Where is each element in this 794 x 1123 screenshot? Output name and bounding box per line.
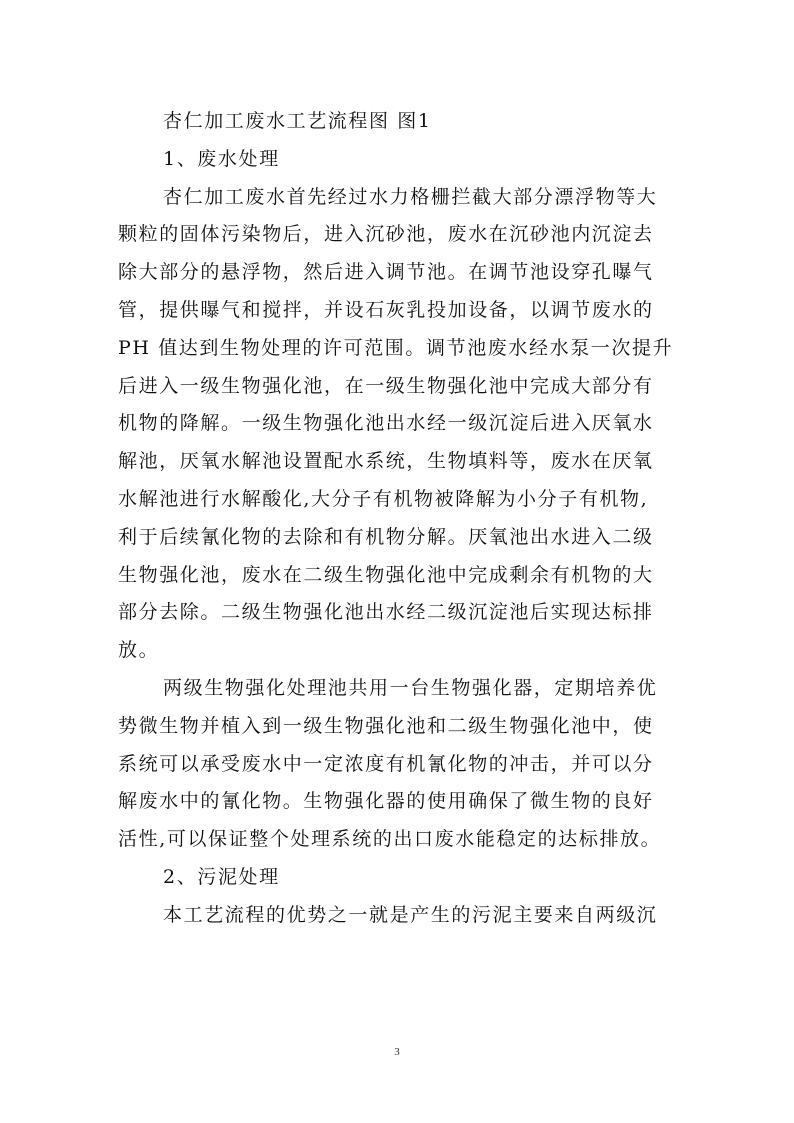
paragraph-sludge-process [118, 897, 678, 935]
paragraph-line: 势微生物并植入到一级生物强化池和二级生物强化池中，使 [118, 714, 654, 737]
section-heading-wastewater: 1、废水处理 [163, 147, 280, 170]
paragraph-line: 解废水中的氰化物。生物强化器的使用确保了微生物的良好 [118, 790, 654, 813]
paragraph-bio-enhancer [118, 670, 678, 859]
page-body [118, 103, 678, 935]
paragraph-line: 管，提供曝气和搅拌，并设石灰乳投加设备，以调节废水的 [118, 298, 654, 321]
paragraph-line: 除大部分的悬浮物，然后进入调节池。在调节池设穿孔曝气 [118, 261, 654, 284]
paragraph-line: 生物强化池，废水在二级生物强化池中完成剩余有机物的大 [118, 563, 654, 586]
paragraph-line: 本工艺流程的优势之一就是产生的污泥主要来自两级沉 [163, 903, 658, 926]
paragraph-line: 系统可以承受废水中一定浓度有机氰化物的冲击，并可以分 [118, 752, 654, 775]
paragraph-line: 部分去除。二级生物强化池出水经二级沉淀池后实现达标排 [118, 601, 654, 624]
paragraph-line: 解池，厌氧水解池设置配水系统，生物填料等，废水在厌氧 [118, 450, 654, 473]
paragraph-line: 活性,可以保证整个处理系统的出口废水能稳定的达标排放。 [118, 828, 662, 851]
paragraph-line: 利于后续氰化物的去除和有机物分解。厌氧池出水进入二级 [118, 525, 654, 548]
paragraph-line: 颗粒的固体污染物后，进入沉砂池，废水在沉砂池内沉淀去 [118, 223, 654, 246]
page-number: 3 [394, 1046, 400, 1058]
section-heading-sludge: 2、污泥处理 [163, 865, 280, 888]
paragraph-line: 机物的降解。一级生物强化池出水经一级沉淀后进入厌氧水 [118, 412, 654, 435]
figure-caption: 杏仁加工废水工艺流程图 图1 [163, 110, 432, 132]
paragraph-line: PH 值达到生物处理的许可范围。调节池废水经水泵一次提升 [118, 336, 674, 359]
paragraph-line: 放。 [118, 639, 160, 662]
paragraph-line: 水解池进行水解酸化,大分子有机物被降解为小分子有机物, [118, 487, 649, 510]
paragraph-line: 两级生物强化处理池共用一台生物强化器，定期培养优 [163, 676, 658, 699]
paragraph-wastewater-process [118, 179, 678, 670]
paragraph-line: 后进入一级生物强化池，在一级生物强化池中完成大部分有 [118, 374, 654, 397]
paragraph-line: 杏仁加工废水首先经过水力格栅拦截大部分漂浮物等大 [163, 185, 658, 208]
